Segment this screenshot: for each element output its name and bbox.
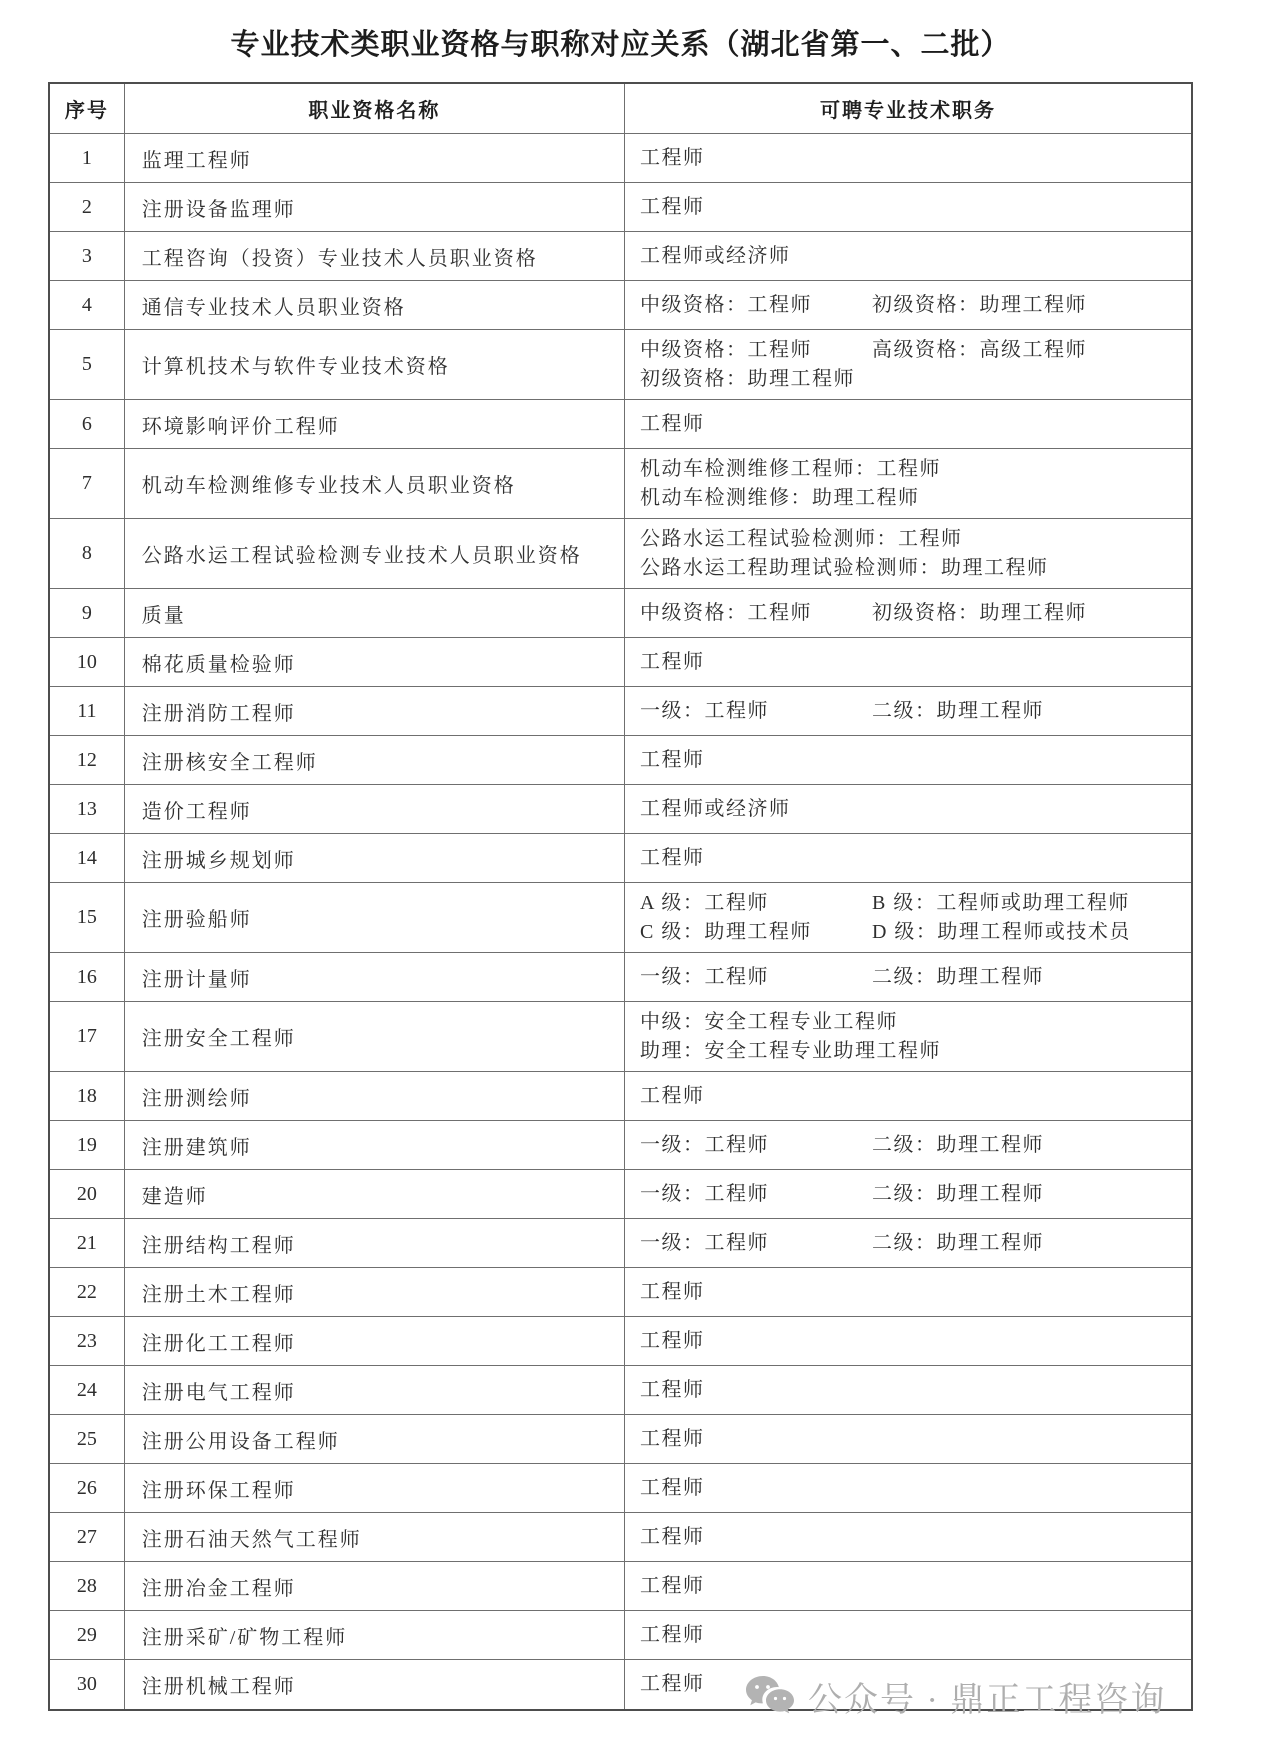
table-row: [50, 281, 1191, 330]
position-cell: [625, 1268, 1191, 1316]
qualification-name-cell: 注册石油天然气工程师: [125, 1513, 625, 1561]
position-cell: [625, 687, 1191, 735]
position-cell: [625, 449, 1191, 518]
row-number-cell: 3: [50, 232, 125, 280]
qualification-name-cell: 通信专业技术人员职业资格: [125, 281, 625, 329]
qualification-name-cell: 注册设备监理师: [125, 183, 625, 231]
position-segment: 机动车检测维修工程师：工程师: [639, 457, 941, 480]
position-cell: [625, 1660, 1191, 1709]
row-number-cell: 1: [50, 134, 125, 182]
position-segment: 二级：助理工程师: [871, 699, 1044, 722]
qualification-name-cell: 注册计量师: [125, 953, 625, 1001]
position-cell: [625, 953, 1191, 1001]
qualification-name-cell: 环境影响评价工程师: [125, 400, 625, 448]
qualification-name-cell: 质量: [125, 589, 625, 637]
position-cell: [625, 330, 1191, 399]
qualification-name-cell: 注册采矿/矿物工程师: [125, 1611, 625, 1659]
table-row: [50, 232, 1191, 281]
position-segment: 初级资格：助理工程师: [871, 601, 1087, 624]
position-line: [640, 1523, 1191, 1552]
position-segment: 高级资格：高级工程师: [871, 338, 1087, 361]
qualification-name-cell: 注册核安全工程师: [125, 736, 625, 784]
row-number-cell: 30: [50, 1660, 125, 1709]
position-segment: B 级：工程师或助理工程师: [871, 891, 1130, 914]
table-row: [50, 883, 1191, 953]
position-segment: 一级：工程师: [639, 1133, 769, 1156]
header-cell-positions: 可聘专业技术职务: [819, 100, 996, 122]
position-line: [640, 1621, 1191, 1650]
position-line: [640, 1474, 1191, 1503]
header-cell-no: 序号: [50, 84, 125, 133]
position-line: [640, 844, 1191, 873]
position-segment: 工程师: [639, 1673, 705, 1695]
position-cell: [625, 785, 1191, 833]
position-line: [640, 410, 1191, 439]
position-line: [640, 599, 1191, 628]
table-row: [50, 953, 1191, 1002]
row-number-cell: 19: [50, 1121, 125, 1169]
position-line: [640, 1670, 1191, 1699]
table-row: [50, 785, 1191, 834]
position-line: [640, 1572, 1191, 1601]
position-line: [640, 1180, 1191, 1209]
position-segment: 二级：助理工程师: [871, 1133, 1044, 1156]
position-line: [640, 365, 1191, 394]
position-cell: [625, 1464, 1191, 1512]
table-row: [50, 589, 1191, 638]
table-row: [50, 1072, 1191, 1121]
position-cell: [625, 281, 1191, 329]
page-title: 专业技术类职业资格与职称对应关系（湖北省第一、二批）: [230, 29, 1011, 61]
row-number-cell: 22: [50, 1268, 125, 1316]
position-segment: 工程师: [639, 195, 705, 218]
row-number-cell: 6: [50, 400, 125, 448]
position-segment: 一级：工程师: [639, 965, 769, 988]
position-cell: [625, 589, 1191, 637]
table-row: [50, 1660, 1191, 1709]
position-cell: [625, 400, 1191, 448]
table-row: [50, 1366, 1191, 1415]
position-cell: [625, 736, 1191, 784]
position-cell: [625, 232, 1191, 280]
table-row: [50, 1219, 1191, 1268]
position-segment: 工程师: [639, 146, 705, 169]
position-segment: 一级：工程师: [639, 1182, 769, 1205]
table-row: [50, 1415, 1191, 1464]
position-line: [640, 1327, 1191, 1356]
position-cell: [625, 1219, 1191, 1267]
position-segment: D 级：助理工程师或技术员: [871, 920, 1131, 943]
position-line: [640, 1131, 1191, 1160]
row-number-cell: 12: [50, 736, 125, 784]
row-number-cell: 26: [50, 1464, 125, 1512]
position-line: [640, 291, 1191, 320]
table-row: [50, 1317, 1191, 1366]
position-segment: 工程师: [639, 650, 705, 673]
position-segment: 二级：助理工程师: [871, 1182, 1044, 1205]
qualification-name-cell: 注册测绘师: [125, 1072, 625, 1120]
position-cell: [625, 1072, 1191, 1120]
position-line: [640, 1037, 1191, 1066]
table-row: [50, 834, 1191, 883]
position-segment: 工程师: [639, 1084, 705, 1107]
table-row: [50, 736, 1191, 785]
qualification-name-cell: 棉花质量检验师: [125, 638, 625, 686]
position-segment: 二级：助理工程师: [871, 1231, 1044, 1254]
table-row: [50, 1562, 1191, 1611]
position-segment: 一级：工程师: [639, 1231, 769, 1254]
position-cell: [625, 883, 1191, 952]
position-segment: 工程师: [639, 1378, 705, 1401]
position-cell: [625, 134, 1191, 182]
position-line: [640, 1229, 1191, 1258]
position-segment: 中级：安全工程专业工程师: [639, 1010, 898, 1033]
qualification-name-cell: 工程咨询（投资）专业技术人员职业资格: [125, 232, 625, 280]
row-number-cell: 17: [50, 1002, 125, 1071]
position-segment: 工程师: [639, 1476, 705, 1499]
row-number-cell: 8: [50, 519, 125, 588]
row-number-cell: 25: [50, 1415, 125, 1463]
table-row: [50, 1170, 1191, 1219]
position-line: [640, 525, 1191, 554]
row-number-cell: 14: [50, 834, 125, 882]
position-segment: 工程师或经济师: [639, 244, 791, 267]
table-row: [50, 638, 1191, 687]
qualification-name-cell: 注册消防工程师: [125, 687, 625, 735]
row-number-cell: 5: [50, 330, 125, 399]
watermark-text: 公众号 · 鼎正工程咨询: [808, 1682, 1167, 1719]
table-row: [50, 330, 1191, 400]
position-segment: 工程师: [639, 748, 705, 771]
table-row: [50, 687, 1191, 736]
position-line: [640, 648, 1191, 677]
table-row: [50, 183, 1191, 232]
position-segment: 中级资格：工程师: [639, 338, 812, 361]
table-row: [50, 1268, 1191, 1317]
qualification-name-cell: 注册冶金工程师: [125, 1562, 625, 1610]
position-line: [640, 1376, 1191, 1405]
position-segment: 工程师: [639, 1525, 705, 1548]
table-row: [50, 1002, 1191, 1072]
row-number-cell: 7: [50, 449, 125, 518]
position-cell: [625, 1562, 1191, 1610]
position-line: [640, 918, 1191, 947]
qualification-name-cell: 注册化工工程师: [125, 1317, 625, 1365]
qualification-name-cell: 注册环保工程师: [125, 1464, 625, 1512]
qualification-name-cell: 注册机械工程师: [125, 1660, 625, 1709]
position-line: [640, 455, 1191, 484]
doc-table: [48, 82, 1193, 1711]
table-row: [50, 1121, 1191, 1170]
position-segment: 公路水运工程助理试验检测师：助理工程师: [639, 556, 1049, 579]
position-segment: 工程师: [639, 1280, 705, 1303]
position-cell: [625, 1415, 1191, 1463]
position-segment: A 级：工程师: [639, 891, 769, 914]
position-line: [640, 484, 1191, 513]
row-number-cell: 23: [50, 1317, 125, 1365]
qualification-name-cell: 注册电气工程师: [125, 1366, 625, 1414]
position-cell: [625, 1170, 1191, 1218]
row-number-cell: 21: [50, 1219, 125, 1267]
qualification-name-cell: 建造师: [125, 1170, 625, 1218]
row-number-cell: 2: [50, 183, 125, 231]
position-line: [640, 1082, 1191, 1111]
position-line: [640, 697, 1191, 726]
qualification-name-cell: 注册结构工程师: [125, 1219, 625, 1267]
row-number-cell: 28: [50, 1562, 125, 1610]
qualification-name-cell: 机动车检测维修专业技术人员职业资格: [125, 449, 625, 518]
position-cell: [625, 1002, 1191, 1071]
position-line: [640, 242, 1191, 271]
position-cell: [625, 1611, 1191, 1659]
position-segment: 工程师: [639, 1574, 705, 1597]
table-row: [50, 519, 1191, 589]
position-segment: 工程师: [639, 1329, 705, 1352]
qualification-name-cell: 注册公用设备工程师: [125, 1415, 625, 1463]
position-segment: 工程师: [639, 846, 705, 869]
position-segment: 中级资格：工程师: [639, 601, 812, 624]
row-number-cell: 11: [50, 687, 125, 735]
row-number-cell: 20: [50, 1170, 125, 1218]
qualification-name-cell: 监理工程师: [125, 134, 625, 182]
position-line: [640, 193, 1191, 222]
table-row: [50, 449, 1191, 519]
position-segment: 二级：助理工程师: [871, 965, 1044, 988]
position-segment: 工程师: [639, 1623, 705, 1646]
position-segment: 机动车检测维修：助理工程师: [639, 486, 920, 509]
row-number-cell: 15: [50, 883, 125, 952]
position-line: [640, 889, 1191, 918]
position-segment: 工程师: [639, 1427, 705, 1450]
row-number-cell: 16: [50, 953, 125, 1001]
position-cell: [625, 183, 1191, 231]
row-number-cell: 13: [50, 785, 125, 833]
position-line: [640, 336, 1191, 365]
position-line: [640, 144, 1191, 173]
row-number-cell: 9: [50, 589, 125, 637]
row-number-cell: 4: [50, 281, 125, 329]
position-line: [640, 963, 1191, 992]
header-cell-name: 职业资格名称: [125, 84, 625, 133]
table-body: [50, 134, 1191, 1709]
qualification-name-cell: 公路水运工程试验检测专业技术人员职业资格: [125, 519, 625, 588]
position-segment: 工程师: [639, 412, 705, 435]
position-cell: [625, 1317, 1191, 1365]
qualification-name-cell: 计算机技术与软件专业技术资格: [125, 330, 625, 399]
qualification-name-cell: 注册安全工程师: [125, 1002, 625, 1071]
table-header-row: [50, 84, 1191, 134]
position-segment: 初级资格：助理工程师: [639, 367, 855, 390]
position-cell: [625, 1366, 1191, 1414]
position-segment: 中级资格：工程师: [639, 293, 812, 316]
row-number-cell: 10: [50, 638, 125, 686]
table-row: [50, 134, 1191, 183]
row-number-cell: 27: [50, 1513, 125, 1561]
position-line: [640, 554, 1191, 583]
qualification-name-cell: 注册建筑师: [125, 1121, 625, 1169]
qualification-name-cell: 注册城乡规划师: [125, 834, 625, 882]
position-cell: [625, 638, 1191, 686]
row-number-cell: 18: [50, 1072, 125, 1120]
position-segment: 助理：安全工程专业助理工程师: [639, 1039, 941, 1062]
qualification-name-cell: 注册土木工程师: [125, 1268, 625, 1316]
table-row: [50, 1464, 1191, 1513]
row-number-cell: 24: [50, 1366, 125, 1414]
table-row: [50, 400, 1191, 449]
position-line: [640, 1425, 1191, 1454]
row-number-cell: 29: [50, 1611, 125, 1659]
position-segment: C 级：助理工程师: [639, 920, 812, 943]
position-segment: 工程师或经济师: [639, 797, 791, 820]
table-row: [50, 1611, 1191, 1660]
table-row: [50, 1513, 1191, 1562]
position-line: [640, 1278, 1191, 1307]
position-line: [640, 795, 1191, 824]
position-cell: [625, 519, 1191, 588]
position-segment: 一级：工程师: [639, 699, 769, 722]
position-line: [640, 1008, 1191, 1037]
position-segment: 公路水运工程试验检测师：工程师: [639, 527, 963, 550]
position-segment: 初级资格：助理工程师: [871, 293, 1087, 316]
qualification-name-cell: 造价工程师: [125, 785, 625, 833]
qualification-name-cell: 注册验船师: [125, 883, 625, 952]
position-cell: [625, 1513, 1191, 1561]
position-cell: [625, 1121, 1191, 1169]
position-line: [640, 746, 1191, 775]
position-cell: [625, 834, 1191, 882]
